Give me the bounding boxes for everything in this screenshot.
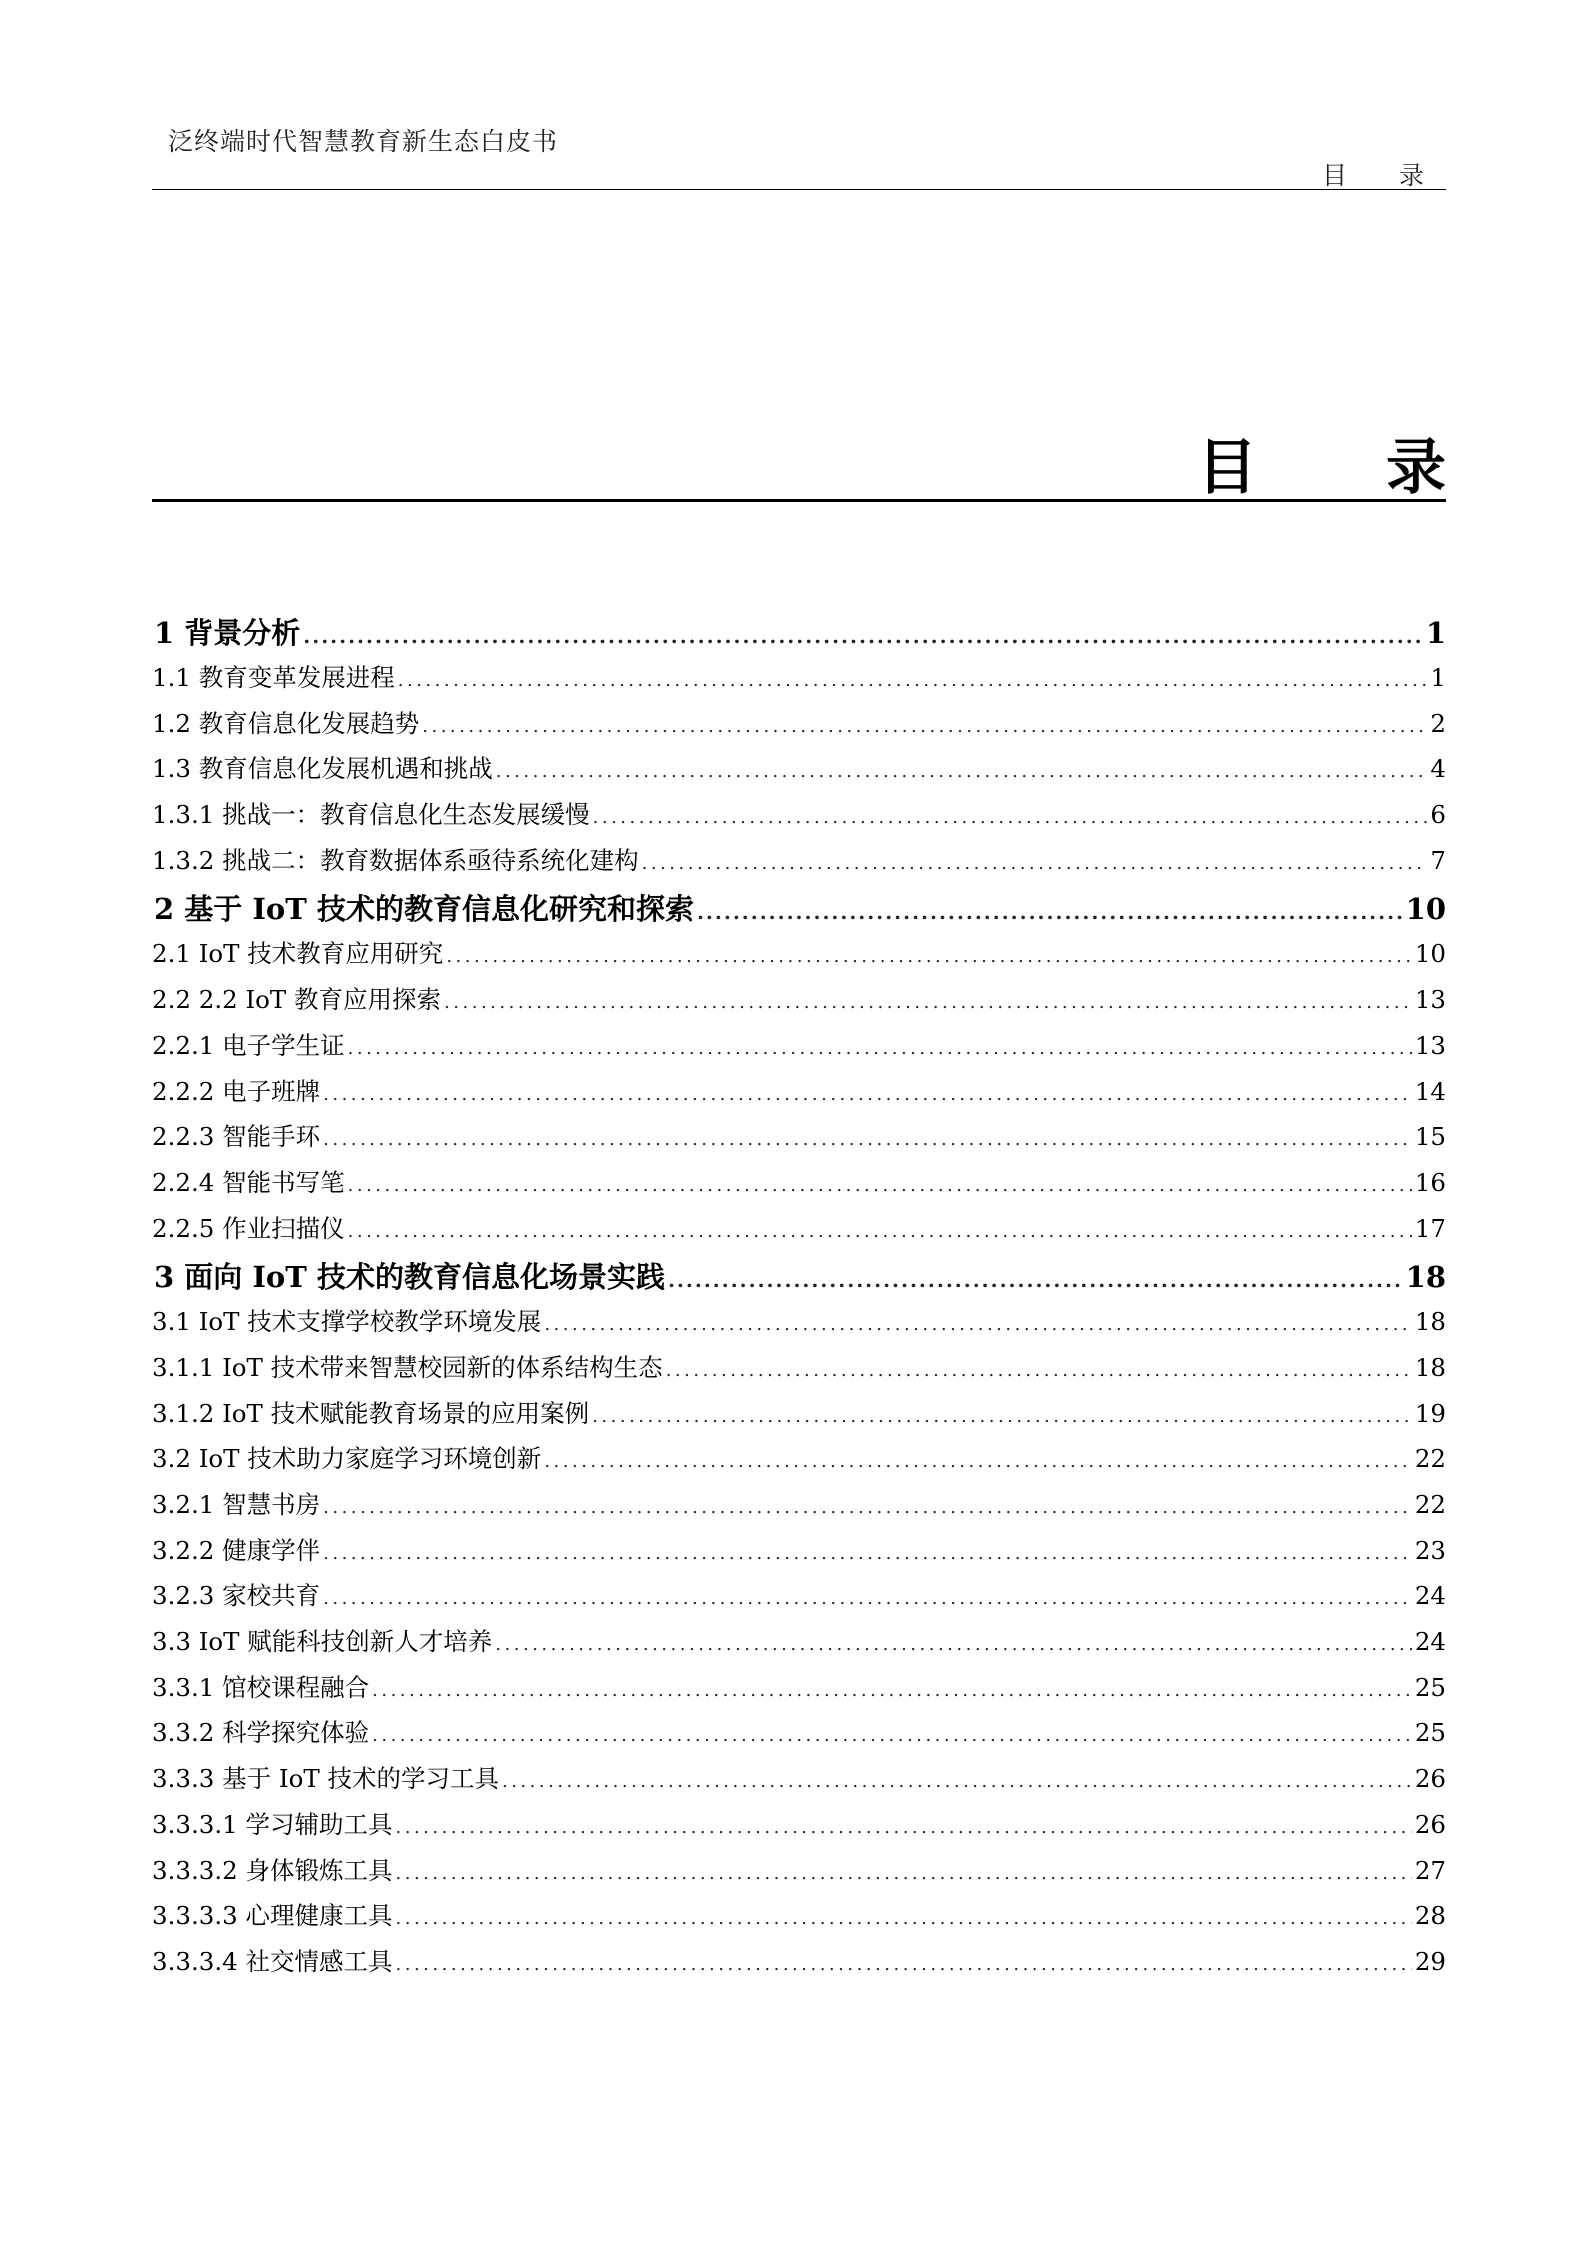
toc-leader-dots [348, 1221, 1412, 1242]
toc-entry[interactable] [152, 796, 1446, 842]
toc-leader-dots [496, 761, 1428, 782]
toc-entry[interactable] [152, 1897, 1446, 1943]
page-title: 目 录 [1197, 433, 1500, 503]
toc-entry[interactable] [152, 659, 1446, 705]
toc-page-number: 14 [1414, 1076, 1446, 1106]
toc-entry-label: 3.3.3 基于 IoT 技术的学习工具 [152, 1764, 499, 1794]
toc-page-number: 13 [1414, 985, 1446, 1015]
toc-page-number: 29 [1414, 1946, 1446, 1976]
toc-entry-label: 3.1.1 IoT 技术带来智慧校园新的体系结构生态 [152, 1352, 663, 1382]
toc-entry-label: 2 基于 IoT 技术的教育信息化研究和探索 [154, 892, 694, 927]
toc-page-number: 25 [1414, 1718, 1446, 1748]
toc-page-number: 2 [1430, 708, 1446, 738]
toc-entry[interactable] [152, 1577, 1446, 1623]
toc-leader-dots [348, 1038, 1412, 1059]
toc-page-number: 18 [1414, 1307, 1446, 1337]
toc-entry-label: 3.2.1 智慧书房 [152, 1490, 321, 1519]
toc-entry[interactable] [152, 1118, 1446, 1164]
header-rule [152, 189, 1446, 190]
toc-leader-dots [544, 1314, 1412, 1335]
toc-entry-label: 3.3.3.2 身体锻炼工具 [152, 1855, 393, 1885]
toc-entry[interactable] [152, 1164, 1446, 1210]
toc-leader-dots [668, 1268, 1403, 1292]
toc-entry[interactable] [152, 1027, 1446, 1073]
toc-entry-label: 3.2.3 家校共育 [152, 1581, 321, 1611]
toc-leader-dots [396, 1954, 1412, 1975]
toc-page-number: 17 [1414, 1213, 1446, 1243]
toc-page-number: 28 [1414, 1901, 1446, 1931]
toc-page-number: 23 [1414, 1535, 1446, 1565]
toc-entry[interactable] [152, 1623, 1446, 1669]
toc-page-number: 7 [1430, 845, 1446, 875]
toc-leader-dots [303, 624, 1423, 648]
toc-entry[interactable] [152, 981, 1446, 1027]
toc-entry-label: 3.2 IoT 技术助力家庭学习环境创新 [152, 1444, 542, 1474]
toc-entry-label: 2.2.3 智能手环 [152, 1122, 321, 1152]
toc-entry[interactable] [152, 1760, 1446, 1806]
toc-page-number: 13 [1414, 1030, 1446, 1060]
toc-entry[interactable] [152, 750, 1446, 796]
toc-leader-dots [396, 1908, 1412, 1929]
toc-entry[interactable] [152, 1303, 1446, 1349]
toc-entry-label: 2.2.5 作业扫描仪 [152, 1213, 345, 1243]
toc-leader-dots [323, 1588, 1412, 1609]
toc-page-number: 6 [1430, 800, 1446, 830]
toc-page-number: 18 [1414, 1352, 1446, 1382]
toc-entry-label: 2.2.2 电子班牌 [152, 1076, 321, 1106]
toc-leader-dots [323, 1129, 1412, 1150]
toc-leader-dots [446, 946, 1412, 967]
title-rule [152, 499, 1446, 502]
toc-leader-dots [348, 1175, 1412, 1196]
toc-entry[interactable] [152, 1943, 1446, 1989]
toc-entry[interactable] [152, 935, 1446, 981]
toc-leader-dots [642, 853, 1428, 874]
toc-leader-dots [323, 1497, 1412, 1518]
toc-page-number: 1 [1430, 663, 1446, 692]
toc-leader-dots [323, 1084, 1412, 1105]
toc-entry-label: 2.2.1 电子学生证 [152, 1030, 345, 1060]
toc-entry[interactable] [152, 1852, 1446, 1898]
toc-entry-label: 3.3.3.4 社交情感工具 [152, 1946, 393, 1976]
toc-entry[interactable] [152, 1210, 1446, 1256]
toc-leader-dots [697, 900, 1403, 924]
toc-chapter-entry[interactable] [152, 887, 1446, 935]
toc-page-number: 18 [1405, 1260, 1446, 1295]
toc-page-number: 22 [1414, 1490, 1446, 1519]
toc-leader-dots [323, 1543, 1412, 1564]
toc-page-number: 19 [1414, 1398, 1446, 1428]
toc-entry-label: 3.3.1 馆校课程融合 [152, 1672, 370, 1702]
toc-entry-label: 3.3.3.3 心理健康工具 [152, 1901, 393, 1931]
table-of-contents [152, 611, 1446, 1989]
toc-entry-label: 1.1 教育变革发展进程 [152, 663, 395, 692]
toc-entry-label: 3 面向 IoT 技术的教育信息化场景实践 [154, 1260, 665, 1295]
toc-entry-label: 1 背景分析 [154, 616, 301, 650]
toc-leader-dots [372, 1725, 1412, 1746]
toc-leader-dots [422, 716, 1427, 737]
toc-leader-dots [398, 670, 1428, 691]
toc-entry[interactable] [152, 705, 1446, 751]
toc-page-number: 27 [1414, 1855, 1446, 1885]
toc-entry-label: 3.1.2 IoT 技术赋能教育场景的应用案例 [152, 1398, 590, 1428]
toc-page-number: 16 [1414, 1167, 1446, 1197]
toc-page-number: 15 [1414, 1122, 1446, 1152]
toc-entry-label: 2.2.4 智能书写笔 [152, 1167, 345, 1197]
toc-page-number: 25 [1414, 1672, 1446, 1702]
toc-entry[interactable] [152, 1806, 1446, 1852]
toc-entry-label: 1.3.1 挑战一：教育信息化生态发展缓慢 [152, 800, 590, 830]
toc-page-number: 26 [1414, 1764, 1446, 1794]
toc-page-number: 10 [1405, 892, 1446, 927]
toc-entry-label: 3.3.2 科学探究体验 [152, 1718, 370, 1748]
toc-entry[interactable] [152, 1440, 1446, 1486]
toc-entry-label: 3.1 IoT 技术支撑学校教学环境发展 [152, 1307, 542, 1337]
toc-leader-dots [444, 992, 1412, 1013]
toc-entry-label: 3.3.3.1 学习辅助工具 [152, 1809, 393, 1839]
toc-entry[interactable] [152, 1714, 1446, 1760]
toc-leader-dots [593, 807, 1428, 828]
toc-page-number: 1 [1425, 616, 1446, 650]
toc-entry-label: 3.2.2 健康学伴 [152, 1535, 321, 1565]
toc-leader-dots [372, 1680, 1412, 1701]
toc-entry[interactable] [152, 1669, 1446, 1715]
running-header-section: 目 录 [1322, 161, 1446, 190]
toc-entry[interactable] [152, 1532, 1446, 1578]
toc-page-number: 24 [1414, 1581, 1446, 1611]
toc-entry-label: 3.3 IoT 赋能科技创新人才培养 [152, 1627, 493, 1657]
toc-chapter-entry[interactable] [152, 611, 1446, 659]
toc-chapter-entry[interactable] [152, 1255, 1446, 1303]
toc-page-number: 26 [1414, 1809, 1446, 1839]
toc-leader-dots [495, 1634, 1412, 1655]
toc-entry[interactable] [152, 1073, 1446, 1119]
toc-leader-dots [502, 1771, 1412, 1792]
toc-entry[interactable] [152, 1395, 1446, 1441]
toc-leader-dots [544, 1451, 1412, 1472]
toc-entry-label: 2.2 2.2 IoT 教育应用探索 [152, 985, 442, 1015]
toc-leader-dots [396, 1817, 1412, 1838]
toc-page-number: 22 [1414, 1444, 1446, 1474]
running-header-title: 泛终端时代智慧教育新生态白皮书 [168, 127, 559, 156]
toc-leader-dots [396, 1863, 1412, 1884]
toc-leader-dots [592, 1406, 1412, 1427]
toc-page-number: 10 [1414, 939, 1446, 969]
toc-entry-label: 2.1 IoT 技术教育应用研究 [152, 939, 444, 969]
toc-page-number: 4 [1430, 754, 1446, 784]
toc-page-number: 24 [1414, 1627, 1446, 1657]
toc-entry-label: 1.3 教育信息化发展机遇和挑战 [152, 754, 493, 784]
toc-entry[interactable] [152, 1349, 1446, 1395]
toc-entry[interactable] [152, 1486, 1446, 1532]
toc-entry-label: 1.3.2 挑战二：教育数据体系亟待系统化建构 [152, 845, 639, 875]
toc-entry[interactable] [152, 842, 1446, 888]
toc-leader-dots [666, 1360, 1412, 1381]
toc-entry-label: 1.2 教育信息化发展趋势 [152, 708, 420, 738]
